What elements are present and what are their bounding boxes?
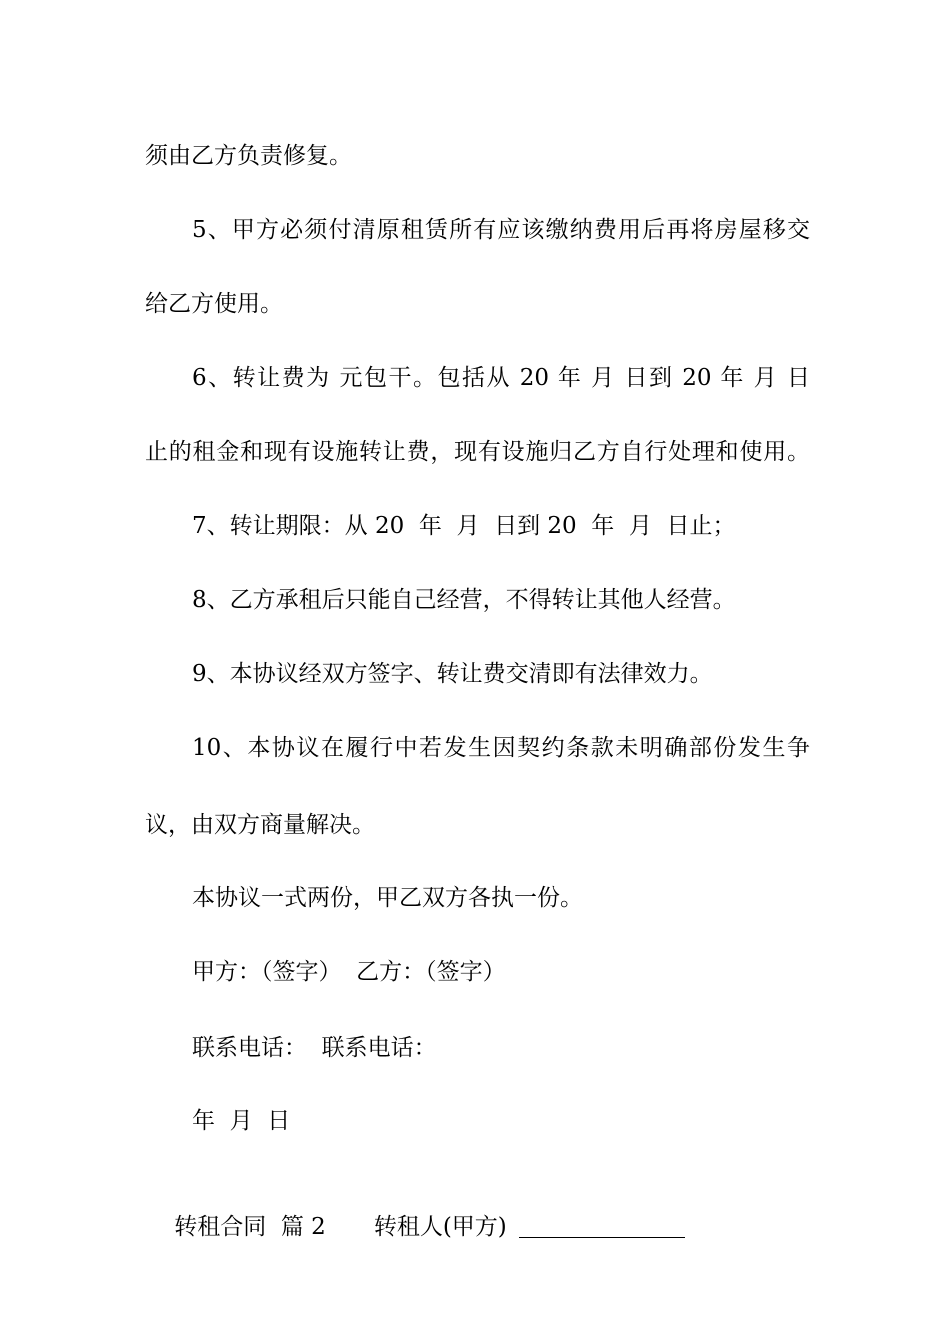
sublessor-blank [519,1215,685,1238]
contract-heading [145,1182,810,1272]
date-line: 年 月 日 [192,1108,291,1134]
paragraph-line: 议，由双方商量解决。 [145,812,375,838]
paragraph-line: 6、转让费为 元包干。包括从 20 年 月 日到 20 年 月 日 [192,365,810,391]
paragraph-line: 须由乙方负责修复。 [145,143,352,169]
paragraph-line: 本协议一式两份，甲乙双方各执一份。 [192,885,583,911]
paragraph-line: 7、转让期限：从 20 年 月 日到 20 年 月 日止； [192,513,736,539]
paragraph-line: 给乙方使用。 [145,291,283,317]
sublessor-label: 转租人(甲方) [373,1214,507,1240]
paragraph-line: 9、本协议经双方签字、转让费交清即有法律效力。 [192,661,713,687]
phone-line: 联系电话： 联系电话： [192,1035,437,1061]
paragraph-line: 5、甲方必须付清原租赁所有应该缴纳费用后再将房屋移交 [192,217,810,243]
signature-line: 甲方：（签字） 乙方：（签字） [192,959,506,985]
paragraph-line: 止的租金和现有设施转让费，现有设施归乙方自行处理和使用。 [145,439,810,465]
contract-title: 转租合同 篇 2 [174,1214,326,1240]
paragraph-line: 8、乙方承租后只能自己经营，不得转让其他人经营。 [192,587,736,613]
paragraph-line: 10、本协议在履行中若发生因契约条款未明确部份发生争 [192,735,810,761]
